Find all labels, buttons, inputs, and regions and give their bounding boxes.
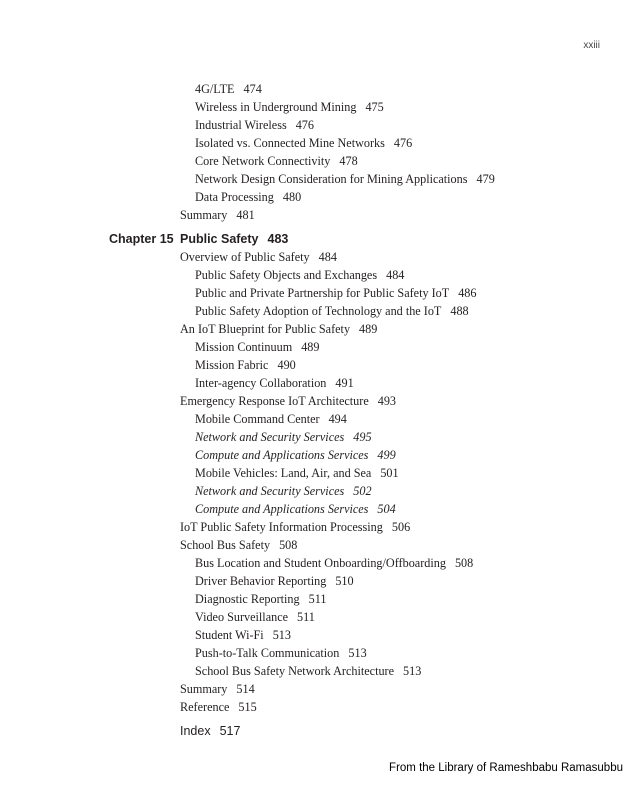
toc-entry <box>195 376 354 390</box>
chapter-label: Chapter 15 <box>109 232 174 246</box>
toc-entry-page: 510 <box>335 574 354 588</box>
toc-entry <box>195 358 296 372</box>
toc-entry <box>195 118 314 132</box>
toc-entry-title: Network and Security Services <box>195 430 345 444</box>
toc-entry <box>180 520 410 534</box>
toc-entry <box>195 286 476 300</box>
index-entry <box>180 724 240 738</box>
toc-entry-title: Summary <box>180 682 228 696</box>
toc-entry-page: 513 <box>272 628 291 642</box>
toc-entry-title: Summary <box>180 208 228 222</box>
toc-entry <box>180 208 255 222</box>
toc-entry-page: 513 <box>403 664 422 678</box>
toc-entry <box>195 448 396 462</box>
toc-entry-title: Video Surveillance <box>195 610 289 624</box>
toc-entry-page: 489 <box>301 340 320 354</box>
toc-entry-page: 501 <box>380 466 399 480</box>
toc-entry <box>195 592 326 606</box>
toc-entry <box>195 268 404 282</box>
toc-entry <box>195 610 315 624</box>
toc-entry-page: 489 <box>359 322 378 336</box>
toc-entry <box>195 466 399 480</box>
toc-entry <box>180 700 257 714</box>
toc-entry <box>195 646 367 660</box>
chapter-title-text: Public Safety <box>180 232 259 246</box>
toc-entry-title: Reference <box>180 700 230 714</box>
toc-entry-page: 481 <box>236 208 255 222</box>
toc-entry-title: Mobile Command Center <box>195 412 320 426</box>
toc-entry-page: 488 <box>450 304 469 318</box>
toc-entry-page: 514 <box>236 682 255 696</box>
toc-entry <box>195 190 301 204</box>
toc-entry-page: 511 <box>308 592 327 606</box>
toc-entry-title: An IoT Blueprint for Public Safety <box>180 322 351 336</box>
toc-entry-page: 515 <box>238 700 257 714</box>
toc-entry <box>195 484 372 498</box>
index-title: Index <box>180 724 211 738</box>
library-footer: From the Library of Rameshbabu Ramasubbu <box>389 762 623 774</box>
toc-entry-page: 476 <box>295 118 314 132</box>
toc-entry-page: 508 <box>279 538 298 552</box>
toc-entry-title: School Bus Safety <box>180 538 271 552</box>
toc-entry <box>195 412 347 426</box>
toc-entry-title: Public Safety Adoption of Technology and the IoT <box>195 304 442 318</box>
toc-entry-page: 479 <box>476 172 495 186</box>
index-page: 517 <box>219 724 241 738</box>
toc-entry-title: Overview of Public Safety <box>180 250 310 264</box>
toc-entry <box>195 136 412 150</box>
toc-entry <box>180 322 377 336</box>
toc-entry-title: School Bus Safety Network Architecture <box>195 664 395 678</box>
toc-entry-page: 495 <box>353 430 372 444</box>
toc-entry-page: 506 <box>391 520 411 534</box>
toc-entry-title: Network and Security Services <box>195 484 345 498</box>
toc-entry-title: Isolated vs. Connected Mine Networks <box>195 136 385 150</box>
toc-entry-page: 476 <box>393 136 413 150</box>
toc-entry <box>180 682 255 696</box>
toc-entry <box>180 250 337 264</box>
toc-entry-page: 499 <box>377 448 396 462</box>
page-number: xxiii <box>583 40 600 51</box>
toc-entry-title: Bus Location and Student Onboarding/Offboarding <box>195 556 446 570</box>
toc-entry-title: Core Network Connectivity <box>195 154 331 168</box>
toc-entry-title: Mission Continuum <box>195 340 293 354</box>
toc-entry <box>195 100 384 114</box>
toc-entry-title: Data Processing <box>195 190 274 204</box>
toc-entry-title: Push-to-Talk Communication <box>195 646 340 660</box>
toc-entry-title: Public Safety Objects and Exchanges <box>195 268 378 282</box>
toc-entry <box>195 304 469 318</box>
toc-entry-title: Mission Fabric <box>195 358 269 372</box>
toc-entry <box>195 172 495 186</box>
toc-entry-page: 513 <box>348 646 367 660</box>
toc-entry-page: 478 <box>339 154 358 168</box>
toc-entry-title: Wireless in Underground Mining <box>195 100 357 114</box>
toc-entry-title: Industrial Wireless <box>195 118 287 132</box>
toc-entry-title: Emergency Response IoT Architecture <box>180 394 369 408</box>
toc-entry-page: 504 <box>377 502 396 516</box>
toc-entry-title: Compute and Applications Services <box>195 448 369 462</box>
toc-entry <box>195 430 372 444</box>
toc-entry-page: 493 <box>377 394 397 408</box>
toc-entry <box>195 628 291 642</box>
toc-entry-title: Mobile Vehicles: Land, Air, and Sea <box>195 466 372 480</box>
toc-entry-page: 480 <box>282 190 302 204</box>
chapter-heading <box>180 232 288 246</box>
toc-entry-page: 508 <box>454 556 474 570</box>
toc-entry <box>180 394 396 408</box>
toc-entry <box>195 556 473 570</box>
toc-entry-title: Student Wi-Fi <box>195 628 264 642</box>
toc-entry-page: 474 <box>243 82 262 96</box>
toc-entry-page: 502 <box>353 484 372 498</box>
toc-entry-title: 4G/LTE <box>195 82 235 96</box>
toc-entry <box>195 82 262 96</box>
toc-entry-page: 484 <box>386 268 405 282</box>
chapter-page: 483 <box>267 232 289 246</box>
toc-entry <box>195 340 319 354</box>
toc-entry-title: Public and Private Partnership for Public Safety IoT <box>195 286 450 300</box>
toc-entry-title: IoT Public Safety Information Processing <box>180 520 383 534</box>
toc-entry-page: 511 <box>297 610 315 624</box>
toc-entry-title: Compute and Applications Services <box>195 502 369 516</box>
toc-entry <box>195 154 358 168</box>
toc-entry-title: Inter-agency Collaboration <box>195 376 327 390</box>
toc-entry-page: 494 <box>328 412 347 426</box>
toc-entry-page: 486 <box>458 286 477 300</box>
toc-entry-page: 491 <box>335 376 354 390</box>
toc-entry-page: 484 <box>318 250 337 264</box>
toc-entry-page: 490 <box>277 358 296 372</box>
toc-entry <box>180 538 297 552</box>
toc-entry-page: 475 <box>365 100 384 114</box>
toc-entry-title: Diagnostic Reporting <box>195 592 300 606</box>
toc-entry <box>195 502 396 516</box>
toc-entry <box>195 664 421 678</box>
toc-entry <box>195 574 354 588</box>
toc-entry-title: Driver Behavior Reporting <box>195 574 327 588</box>
toc-entry-title: Network Design Consideration for Mining Applications <box>195 172 468 186</box>
